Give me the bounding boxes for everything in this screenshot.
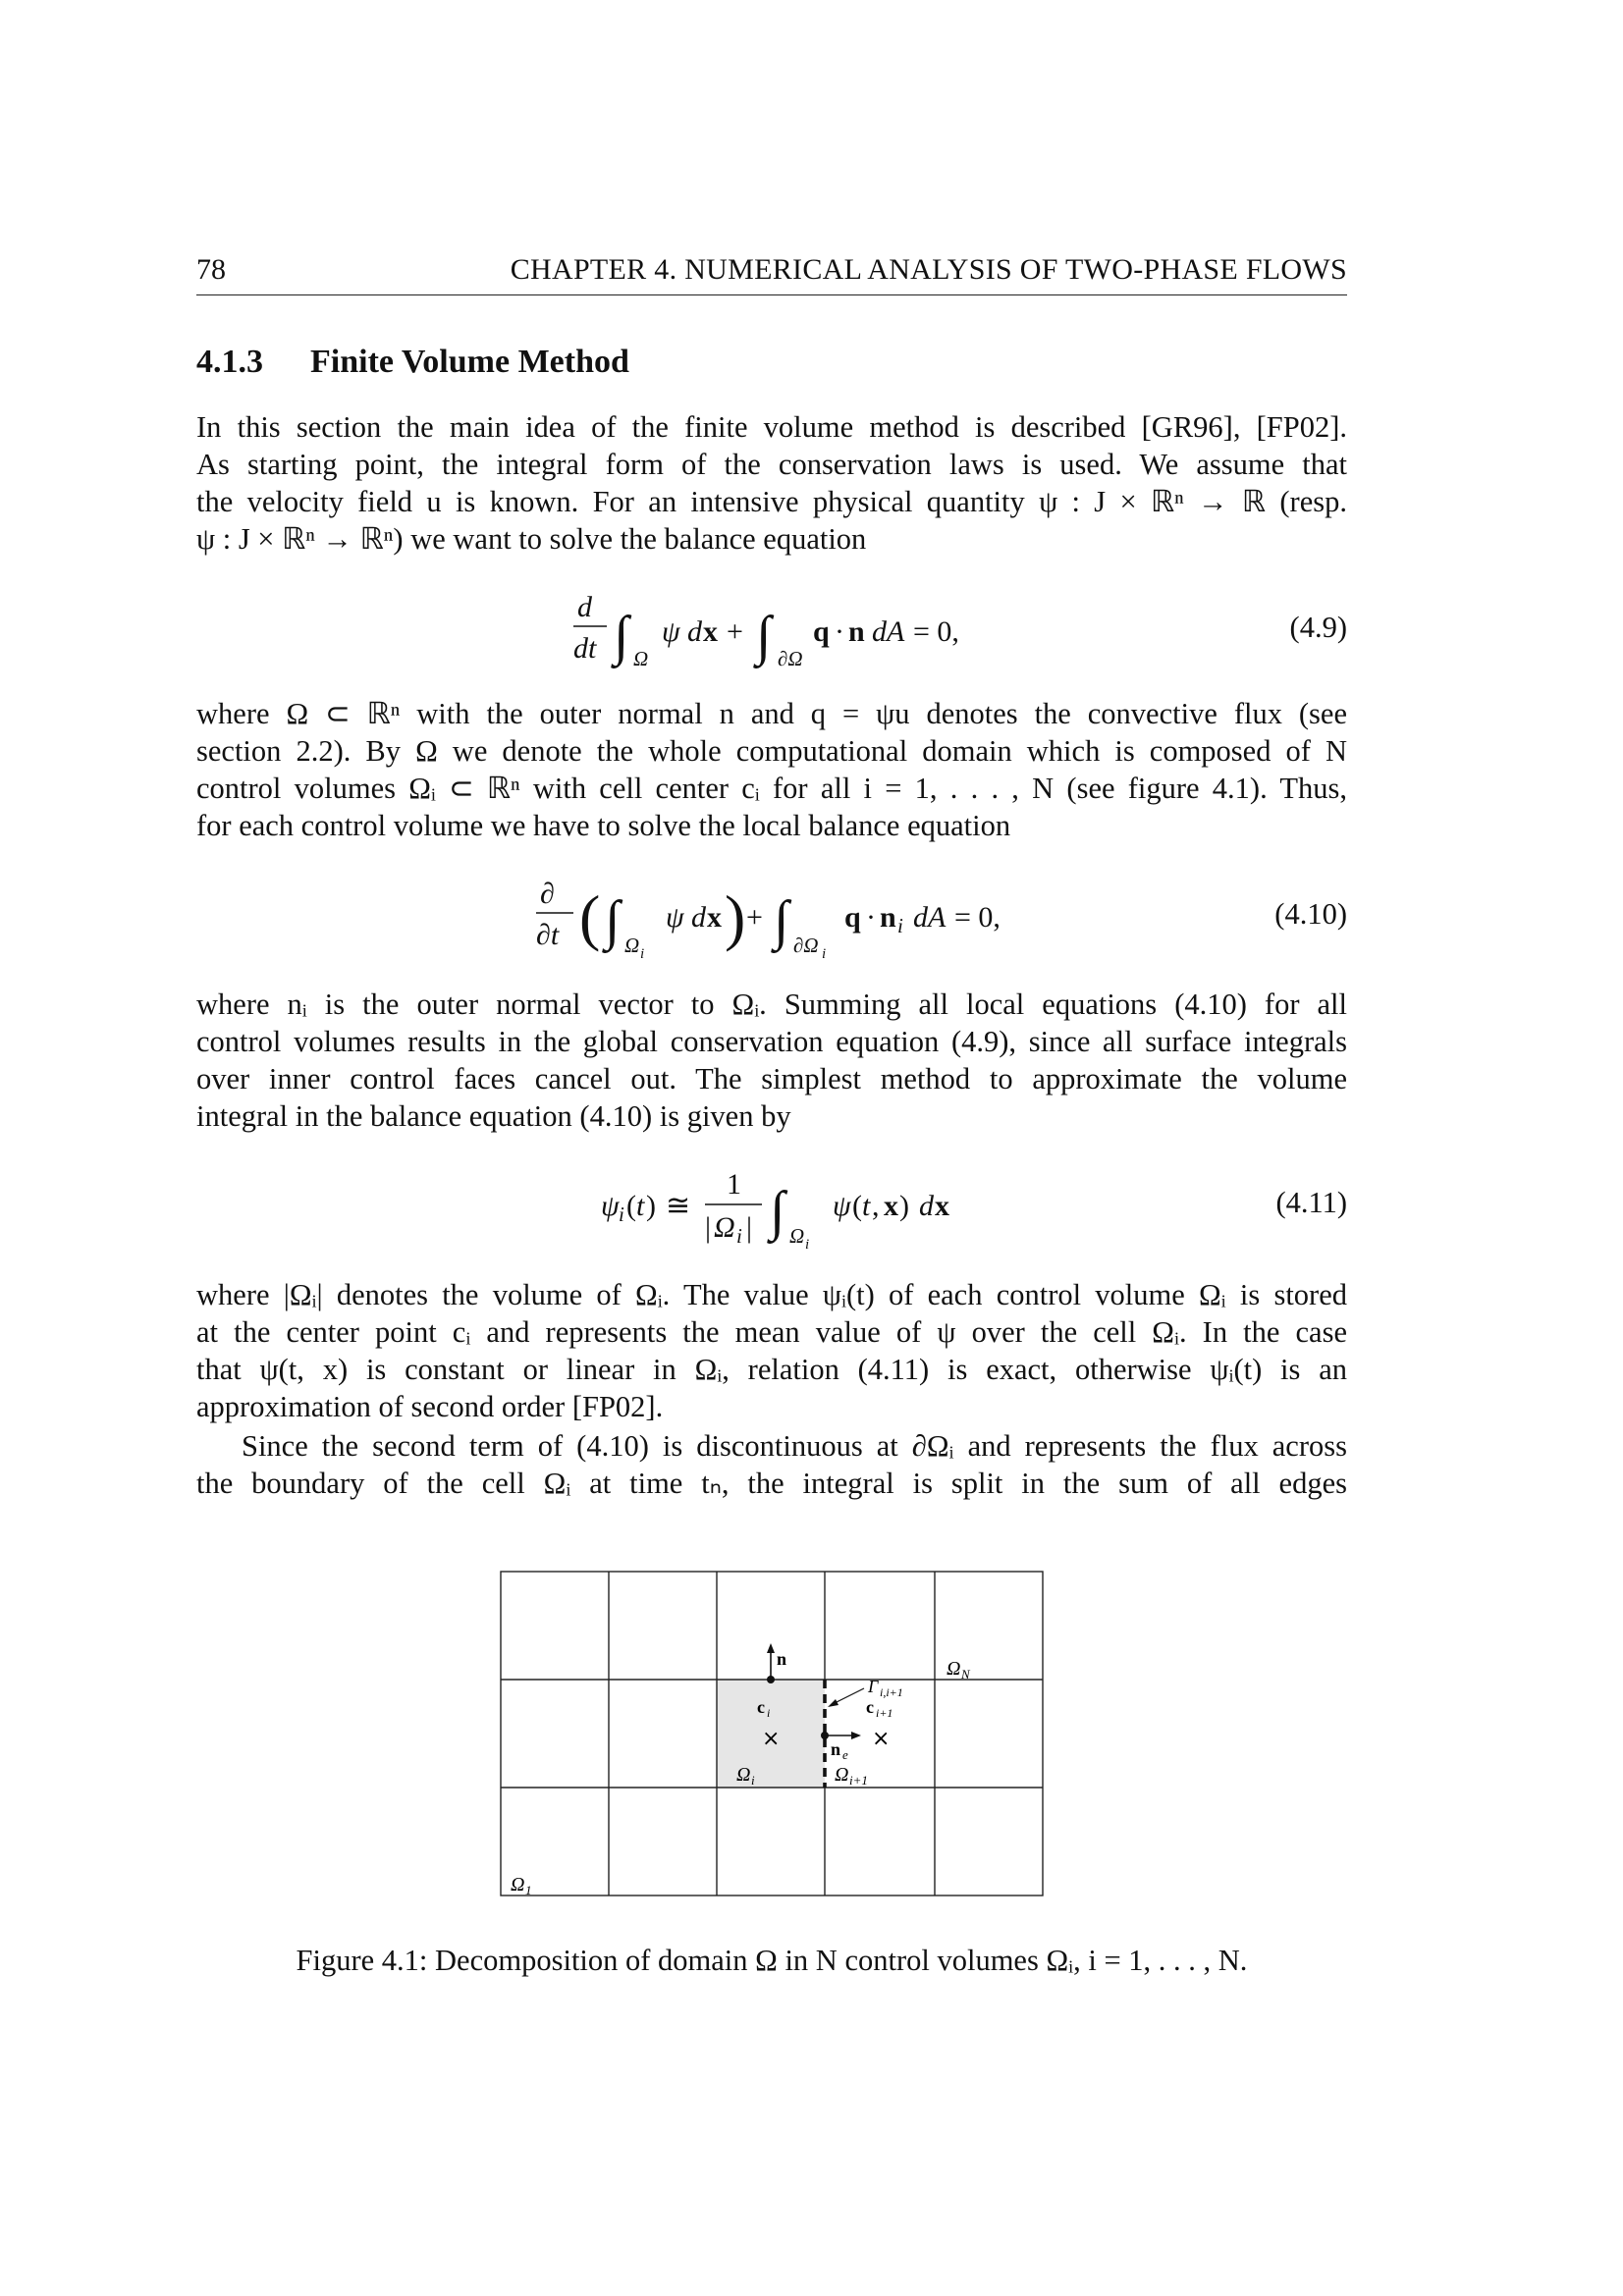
svg-text:∫: ∫: [756, 606, 772, 667]
svg-text:Ω: Ω: [714, 1211, 735, 1244]
svg-text:d: d: [577, 591, 592, 623]
label-omega-1-sub: 1: [525, 1883, 532, 1897]
svg-text:): ): [899, 1190, 909, 1222]
chapter-title: CHAPTER 4. NUMERICAL ANALYSIS OF TWO-PHASE FLOWS: [510, 253, 1347, 286]
svg-text:∫: ∫: [614, 606, 629, 667]
equation-4-11: [196, 1162, 1347, 1260]
svg-text:i: i: [897, 914, 903, 937]
text-line: that ψ(t, x) is constant or linear in Ωᵢ, relation (4.11) is exact, otherwise ψᵢ(t) is an: [196, 1353, 1347, 1386]
svg-text:|: |: [705, 1211, 712, 1244]
svg-text:∂Ω: ∂Ω: [793, 934, 819, 957]
equation-4-9: [196, 587, 1347, 675]
label-omega-i1: Ω: [835, 1764, 849, 1786]
text-line: where Ω ⊂ ℝⁿ with the outer normal n and q = ψu denotes the convective flux (see: [196, 697, 1347, 730]
label-c-i1-sub: i+1: [876, 1706, 893, 1720]
paragraph-domain: [196, 695, 1347, 844]
svg-text:): ): [725, 882, 746, 952]
label-omega-N: Ω: [947, 1658, 961, 1680]
svg-text:d: d: [919, 1190, 934, 1222]
svg-text:1: 1: [727, 1168, 741, 1201]
label-gamma-sub: i,i+1: [880, 1685, 903, 1699]
svg-text:∂: ∂: [540, 878, 555, 910]
svg-text:x: x: [935, 1190, 949, 1222]
svg-text:i: i: [640, 946, 645, 962]
svg-text:Ω: Ω: [624, 934, 640, 957]
equation-label: (4.9): [1289, 611, 1347, 644]
text-line: over inner control faces cancel out. The simplest method to approximate the volume: [196, 1062, 1347, 1095]
equation-4-11-formula: [196, 1162, 1347, 1260]
text-line: the velocity field u is known. For an intensive physical quantity ψ : J × ℝⁿ → ℝ (resp.: [196, 485, 1347, 518]
svg-text:,: ,: [872, 1190, 880, 1222]
svg-text:x: x: [703, 615, 718, 648]
svg-text:d: d: [691, 901, 706, 934]
label-n-e-right-sub: e: [842, 1747, 848, 1762]
svg-text:(: (: [626, 1190, 636, 1222]
svg-text:≅: ≅: [666, 1190, 691, 1222]
svg-text:n: n: [880, 901, 896, 934]
section-title: Finite Volume Method: [310, 344, 629, 380]
svg-text:i: i: [736, 1224, 742, 1248]
text-line: control volumes results in the global conservation equation (4.9), since all surface integrals: [196, 1025, 1347, 1058]
svg-text:∂Ω: ∂Ω: [778, 647, 803, 670]
svg-text:ψ: ψ: [662, 615, 680, 648]
text-line: where |Ωᵢ| denotes the volume of Ωᵢ. The value ψᵢ(t) of each control volume Ωᵢ is stored: [196, 1278, 1347, 1311]
paragraph-summation: [196, 986, 1347, 1135]
paragraph-intro: [196, 408, 1347, 558]
svg-text:∂t: ∂t: [536, 919, 560, 951]
svg-text:Ω: Ω: [789, 1224, 805, 1248]
label-omega-i: Ω: [736, 1764, 751, 1786]
equation-label: (4.11): [1275, 1186, 1347, 1219]
svg-text:+: +: [727, 615, 743, 648]
svg-text:dA: dA: [872, 615, 905, 648]
text-line: integral in the balance equation (4.10) is given by: [196, 1099, 791, 1133]
svg-text:q: q: [813, 615, 830, 648]
paragraph-flux: [196, 1427, 1347, 1502]
text-line: where nᵢ is the outer normal vector to Ωᵢ. Summing all local equations (4.10) for all: [196, 988, 1347, 1021]
text-line: approximation of second order [FP02].: [196, 1390, 664, 1423]
cross-c-i: ×: [762, 1727, 781, 1751]
label-n-e-right: n: [831, 1739, 841, 1759]
svg-text:x: x: [707, 901, 722, 934]
running-header: [196, 253, 1347, 293]
svg-text:n: n: [848, 615, 865, 648]
svg-text:·: ·: [866, 901, 876, 934]
normal-arrow-top: [767, 1643, 775, 1683]
label-omega-N-sub: N: [961, 1667, 970, 1682]
svg-text:ψ: ψ: [666, 901, 684, 934]
equation-label: (4.10): [1274, 897, 1347, 931]
header-rule: [196, 294, 1347, 295]
svg-text:·: ·: [835, 615, 844, 648]
equation-4-9-formula: [196, 587, 1347, 675]
normal-arrow-right: [821, 1732, 861, 1739]
svg-text:Ω: Ω: [633, 647, 649, 670]
figure-control-volumes: [499, 1569, 1049, 1902]
label-c-i: c: [757, 1697, 765, 1717]
svg-text:i: i: [805, 1237, 810, 1253]
label-c-i-sub: i: [767, 1706, 771, 1720]
svg-text:(: (: [852, 1190, 862, 1222]
text-line: control volumes Ωᵢ ⊂ ℝⁿ with cell center cᵢ for all i = 1, . . . , N (see figure 4.1). Thus,: [196, 772, 1347, 805]
svg-text:+: +: [746, 901, 763, 934]
svg-text:d: d: [687, 615, 702, 648]
svg-text:∫: ∫: [770, 1181, 785, 1242]
svg-text:= 0,: = 0,: [954, 901, 1001, 934]
section-heading: [196, 344, 629, 381]
text-line: In this section the main idea of the finite volume method is described [GR96], [FP02].: [196, 410, 1347, 444]
svg-text:dA: dA: [913, 901, 947, 934]
text-line: As starting point, the integral form of the conservation laws is used. We assume that: [196, 448, 1347, 481]
figure-caption: Figure 4.1: Decomposition of domain Ω in N control volumes Ωᵢ, i = 1, . . . , N.: [296, 1944, 1248, 1977]
svg-text:|: |: [746, 1211, 753, 1244]
svg-text:∫: ∫: [774, 890, 789, 951]
svg-text:ψ: ψ: [601, 1190, 620, 1222]
paragraph-mean-value: [196, 1276, 1347, 1425]
label-omega-1: Ω: [511, 1874, 525, 1896]
text-line: the boundary of the cell Ωᵢ at time tₙ, the integral is split in the sum of all edges: [196, 1467, 1347, 1500]
svg-text:dt: dt: [573, 632, 597, 665]
svg-text:ψ: ψ: [833, 1190, 851, 1222]
svg-text:t: t: [862, 1190, 871, 1222]
section-number: 4.1.3: [196, 344, 263, 380]
text-line: ψ : J × ℝⁿ → ℝⁿ) we want to solve the balance equation: [196, 522, 867, 556]
cross-c-i1: ×: [872, 1727, 891, 1751]
text-line: Since the second term of (4.10) is discontinuous at ∂Ωᵢ and represents the flux across: [242, 1429, 1347, 1463]
svg-text:x: x: [884, 1190, 898, 1222]
svg-text:t: t: [636, 1190, 645, 1222]
svg-text:q: q: [844, 901, 861, 934]
equation-4-10-formula: [196, 872, 1347, 970]
text-line: for each control volume we have to solve the local balance equation: [196, 809, 1011, 842]
label-omega-i1-sub: i+1: [849, 1773, 868, 1788]
svg-text:(: (: [579, 882, 601, 952]
label-omega-i-sub: i: [751, 1773, 755, 1788]
text-line: at the center point cᵢ and represents the mean value of ψ over the cell Ωᵢ. In the case: [196, 1315, 1347, 1349]
text-line: section 2.2). By Ω we denote the whole computational domain which is composed of N: [196, 734, 1347, 768]
label-c-i1: c: [866, 1697, 874, 1717]
equation-4-10: [196, 872, 1347, 970]
label-n-e-top: n: [777, 1649, 787, 1669]
page-number: 78: [196, 253, 226, 286]
svg-text:∫: ∫: [605, 890, 621, 951]
label-gamma: Γ: [868, 1677, 879, 1696]
svg-text:= 0,: = 0,: [913, 615, 959, 648]
svg-text:i: i: [822, 946, 827, 962]
svg-text:i: i: [619, 1202, 624, 1226]
svg-text:): ): [646, 1190, 656, 1222]
gamma-pointer: [828, 1688, 864, 1707]
